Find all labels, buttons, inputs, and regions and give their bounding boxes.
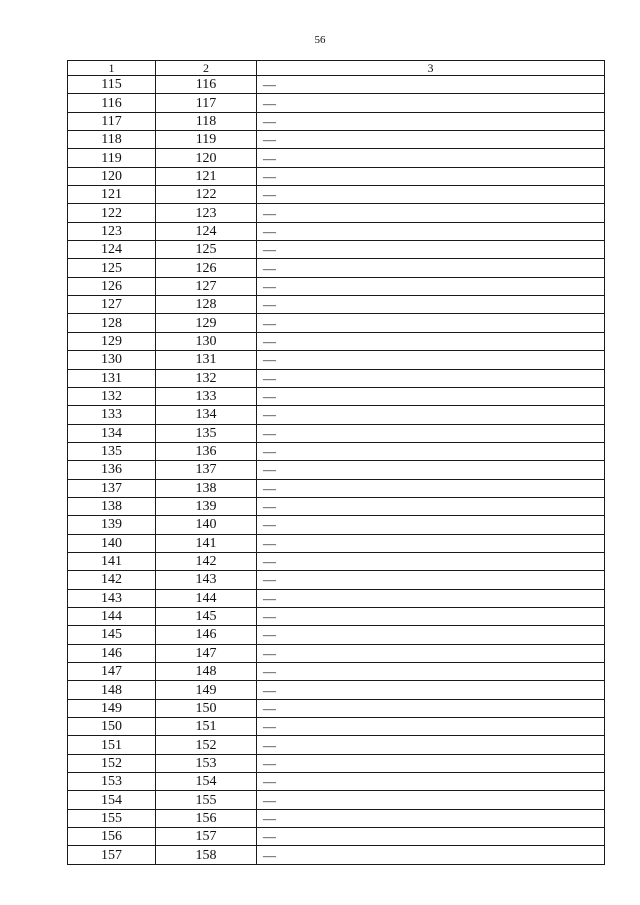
cell-col-2: 145 [156,607,257,625]
table-row [68,626,605,644]
cell-col-1: 143 [68,589,156,607]
cell-col-3: — [257,241,605,259]
cell-col-1: 153 [68,773,156,791]
cell-col-1: 150 [68,718,156,736]
cell-col-2: 117 [156,94,257,112]
cell-col-3: — [257,387,605,405]
cell-col-2: 122 [156,186,257,204]
cell-col-1: 138 [68,497,156,515]
table-row [68,589,605,607]
cell-col-2: 118 [156,112,257,130]
cell-col-1: 117 [68,112,156,130]
table-row [68,644,605,662]
table-row [68,112,605,130]
cell-col-2: 131 [156,351,257,369]
cell-col-3: — [257,406,605,424]
table-row [68,497,605,515]
table-row [68,131,605,149]
cell-col-2: 126 [156,259,257,277]
cell-col-2: 129 [156,314,257,332]
cell-col-1: 149 [68,699,156,717]
table-row [68,663,605,681]
page-number: 56 [314,34,326,46]
header-row [68,61,605,76]
cell-col-3: — [257,607,605,625]
cell-col-1: 146 [68,644,156,662]
cell-col-3: — [257,222,605,240]
cell-col-1: 122 [68,204,156,222]
table-row [68,479,605,497]
cell-col-2: 133 [156,387,257,405]
cell-col-3: — [257,828,605,846]
cell-col-1: 156 [68,828,156,846]
table-row [68,571,605,589]
cell-col-1: 127 [68,296,156,314]
cell-col-3: — [257,204,605,222]
cell-col-1: 130 [68,351,156,369]
cell-col-1: 135 [68,442,156,460]
cell-col-1: 115 [68,76,156,94]
cell-col-1: 154 [68,791,156,809]
cell-col-2: 124 [156,222,257,240]
cell-col-1: 136 [68,461,156,479]
cell-col-3: — [257,589,605,607]
cell-col-2: 157 [156,828,257,846]
cell-col-1: 131 [68,369,156,387]
table-row [68,442,605,460]
cell-col-2: 147 [156,644,257,662]
cell-col-2: 148 [156,663,257,681]
table-row [68,222,605,240]
cell-col-1: 116 [68,94,156,112]
table-row [68,809,605,827]
table-row [68,369,605,387]
cell-col-1: 128 [68,314,156,332]
cell-col-3: — [257,94,605,112]
cell-col-1: 118 [68,131,156,149]
cell-col-2: 135 [156,424,257,442]
table-row [68,259,605,277]
cell-col-2: 151 [156,718,257,736]
table-row [68,607,605,625]
cell-col-3: — [257,259,605,277]
cell-col-1: 119 [68,149,156,167]
cell-col-1: 134 [68,424,156,442]
table-row [68,351,605,369]
cell-col-3: — [257,571,605,589]
cell-col-2: 142 [156,552,257,570]
cell-col-3: — [257,149,605,167]
cell-col-2: 150 [156,699,257,717]
cell-col-2: 139 [156,497,257,515]
cell-col-3: — [257,497,605,515]
cell-col-1: 142 [68,571,156,589]
cell-col-3: — [257,296,605,314]
table-row [68,424,605,442]
table-row [68,167,605,185]
table-row [68,773,605,791]
column-header-3: 3 [257,61,605,76]
table-row [68,828,605,846]
cell-col-3: — [257,626,605,644]
cell-col-3: — [257,442,605,460]
cell-col-1: 121 [68,186,156,204]
cell-col-2: 146 [156,626,257,644]
cell-col-1: 155 [68,809,156,827]
table-row [68,332,605,350]
cell-col-3: — [257,369,605,387]
cell-col-2: 119 [156,131,257,149]
cell-col-1: 151 [68,736,156,754]
table-body [68,76,605,865]
cell-col-1: 148 [68,681,156,699]
cell-col-3: — [257,314,605,332]
cell-col-1: 157 [68,846,156,864]
table-row [68,516,605,534]
cell-col-3: — [257,277,605,295]
cell-col-1: 144 [68,607,156,625]
cell-col-2: 144 [156,589,257,607]
cell-col-2: 130 [156,332,257,350]
column-header-1: 1 [68,61,156,76]
table-row [68,736,605,754]
table-row [68,94,605,112]
cell-col-2: 125 [156,241,257,259]
cell-col-3: — [257,699,605,717]
cell-col-3: — [257,663,605,681]
cell-col-3: — [257,846,605,864]
cell-col-2: 138 [156,479,257,497]
table-row [68,204,605,222]
cell-col-3: — [257,167,605,185]
cell-col-3: — [257,351,605,369]
cell-col-2: 156 [156,809,257,827]
cell-col-2: 153 [156,754,257,772]
cell-col-1: 123 [68,222,156,240]
data-table [67,60,605,865]
table-row [68,681,605,699]
cell-col-2: 127 [156,277,257,295]
cell-col-2: 120 [156,149,257,167]
table-row [68,277,605,295]
cell-col-2: 141 [156,534,257,552]
cell-col-2: 121 [156,167,257,185]
table-row [68,699,605,717]
cell-col-2: 149 [156,681,257,699]
cell-col-3: — [257,534,605,552]
cell-col-3: — [257,773,605,791]
cell-col-2: 137 [156,461,257,479]
cell-col-2: 152 [156,736,257,754]
cell-col-3: — [257,552,605,570]
cell-col-1: 137 [68,479,156,497]
cell-col-2: 136 [156,442,257,460]
table-row [68,76,605,94]
table-row [68,791,605,809]
cell-col-3: — [257,736,605,754]
cell-col-3: — [257,754,605,772]
cell-col-2: 116 [156,76,257,94]
cell-col-3: — [257,644,605,662]
cell-col-1: 129 [68,332,156,350]
cell-col-2: 158 [156,846,257,864]
cell-col-1: 147 [68,663,156,681]
cell-col-3: — [257,461,605,479]
table-row [68,149,605,167]
table-row [68,387,605,405]
table-row [68,186,605,204]
cell-col-1: 124 [68,241,156,259]
cell-col-1: 132 [68,387,156,405]
table-row [68,534,605,552]
cell-col-2: 140 [156,516,257,534]
cell-col-3: — [257,718,605,736]
cell-col-3: — [257,479,605,497]
cell-col-3: — [257,516,605,534]
cell-col-3: — [257,681,605,699]
column-header-2: 2 [156,61,257,76]
cell-col-3: — [257,332,605,350]
cell-col-1: 126 [68,277,156,295]
table-row [68,461,605,479]
cell-col-3: — [257,131,605,149]
cell-col-2: 128 [156,296,257,314]
table-row [68,846,605,864]
table-row [68,552,605,570]
cell-col-3: — [257,76,605,94]
cell-col-1: 125 [68,259,156,277]
table-row [68,754,605,772]
table-row [68,314,605,332]
cell-col-1: 152 [68,754,156,772]
table-row [68,406,605,424]
cell-col-2: 134 [156,406,257,424]
cell-col-1: 133 [68,406,156,424]
cell-col-3: — [257,112,605,130]
cell-col-1: 145 [68,626,156,644]
cell-col-1: 141 [68,552,156,570]
cell-col-1: 139 [68,516,156,534]
table-row [68,718,605,736]
cell-col-1: 120 [68,167,156,185]
cell-col-2: 154 [156,773,257,791]
cell-col-3: — [257,186,605,204]
cell-col-2: 155 [156,791,257,809]
table-header [68,61,605,76]
cell-col-2: 132 [156,369,257,387]
cell-col-3: — [257,791,605,809]
cell-col-2: 123 [156,204,257,222]
cell-col-1: 140 [68,534,156,552]
table-row [68,296,605,314]
cell-col-3: — [257,424,605,442]
cell-col-2: 143 [156,571,257,589]
table-row [68,241,605,259]
cell-col-3: — [257,809,605,827]
